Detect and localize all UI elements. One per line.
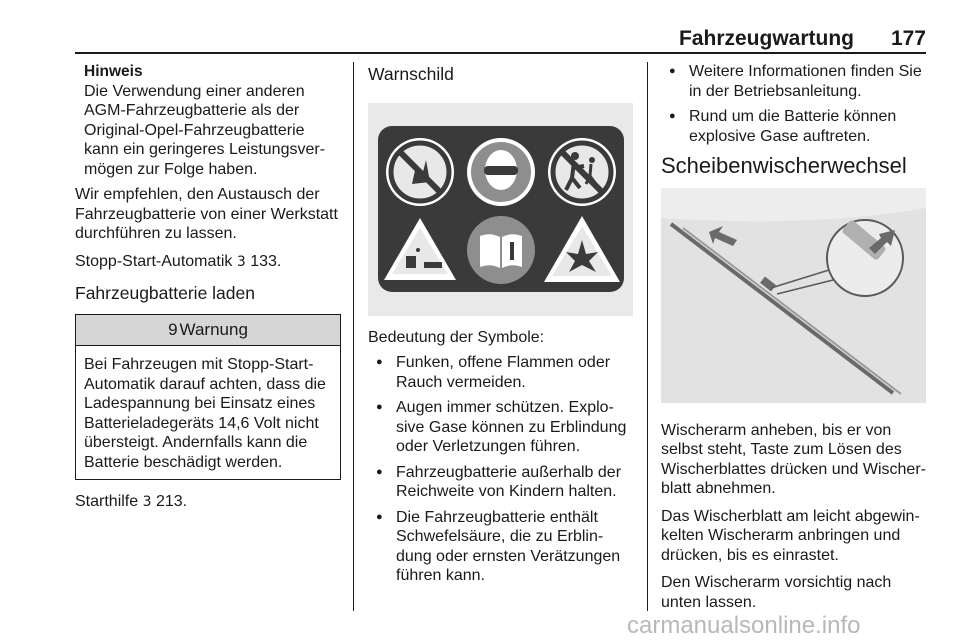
warning-box (75, 314, 341, 481)
page-header-title: Fahrzeugwartung (678, 27, 854, 50)
symbols-list (368, 353, 633, 586)
wiper-blade-figure (661, 188, 926, 403)
ref-text: Stopp-Start-Automatik (75, 252, 233, 270)
column-3 (661, 62, 926, 620)
warning-triangle-icon: 9 (168, 319, 178, 339)
no-flame-icon (386, 138, 454, 206)
column-divider-2 (647, 62, 648, 611)
paragraph-attach-blade: Das Wischerblatt am leicht abgewinkelten Wischerarm anbringen und drücken, bis es einrastet. (661, 507, 920, 564)
watermark: carmanualsonline.info (627, 612, 861, 639)
symbols-list-continued (661, 62, 926, 146)
manual-book-icon (467, 216, 535, 284)
battery-warning-label-figure (368, 103, 633, 316)
list-item: ● Funken, offene Flammen oder Rauch vermeiden. (368, 353, 633, 392)
cross-reference-jump-start[interactable] (75, 492, 341, 513)
note-body: Die Verwendung einer anderen AGM-Fahrzeugbatterie als der Original-Opel-Fahrzeugbatterie kann ein geringeres Leistungsvermögen zur Folge haben. (84, 82, 326, 178)
column-1 (75, 62, 341, 521)
sub-heading-charging: Fahrzeugbatterie laden (75, 283, 255, 303)
list-item: ● Rund um die Batterie können explosive Gase auftreten. (661, 107, 926, 146)
list-item: ● Fahrzeugbatterie außerhalb der Reichweite von Kindern halten. (368, 463, 633, 502)
ref-arrow-icon: 3 (142, 494, 152, 510)
warning-body: Bei Fahrzeugen mit Stopp-Start-Automatik darauf achten, dass die Ladespannung bei Einsatz eines Batterieladegeräts 14,6 Volt nicht übersteigt. Andernfalls kann die Batterie beschädigt werden. (84, 356, 326, 471)
warning-header (76, 315, 340, 347)
warning-symbols-panel (376, 124, 626, 294)
ref-page: 133. (250, 252, 282, 270)
column-divider-1 (353, 62, 354, 611)
list-item: ● Augen immer schützen. Explosive Gase können zu Erblindung oder Verletzungen führen. (368, 398, 633, 457)
list-item: ● Weitere Informationen finden Sie in der Betriebsanleitung. (661, 62, 926, 101)
paragraph-remove-blade: Wischerarm anheben, bis er von selbst steht, Taste zum Lösen des Wischerblattes drücken und Wischerblatt abnehmen. (661, 421, 926, 497)
column-2 (368, 62, 633, 592)
section-heading-wiper: Scheibenwischerwechsel (661, 153, 907, 178)
symbols-intro: Bedeutung der Symbole: (368, 328, 545, 346)
paragraph-lower-arm: Den Wischerarm vorsichtig nach unten lassen. (661, 574, 892, 611)
warning-title: Warnung (179, 319, 248, 339)
eye-protection-icon (467, 138, 535, 206)
page-number: 177 (890, 27, 926, 50)
header-rule (75, 52, 926, 54)
ref-page: 213. (155, 493, 188, 510)
ref-arrow-icon: 3 (236, 253, 246, 270)
ref-text: Starthilfe (75, 493, 139, 510)
list-item: ● Die Fahrzeugbatterie enthält Schwefelsäure, die zu Erblindung oder ernsten Verätzungen führen kann. (368, 508, 633, 586)
paragraph-workshop: Wir empfehlen, den Austausch der Fahrzeugbatterie von einer Werkstatt durchführen zu lassen. (75, 186, 338, 242)
note-block (75, 62, 341, 179)
sub-heading-warning-label: Warnschild (368, 64, 454, 84)
note-heading: Hinweis (84, 63, 143, 80)
cross-reference-stop-start[interactable] (75, 252, 341, 273)
wiper-illustration (661, 188, 926, 403)
keep-away-children-icon (548, 138, 616, 206)
